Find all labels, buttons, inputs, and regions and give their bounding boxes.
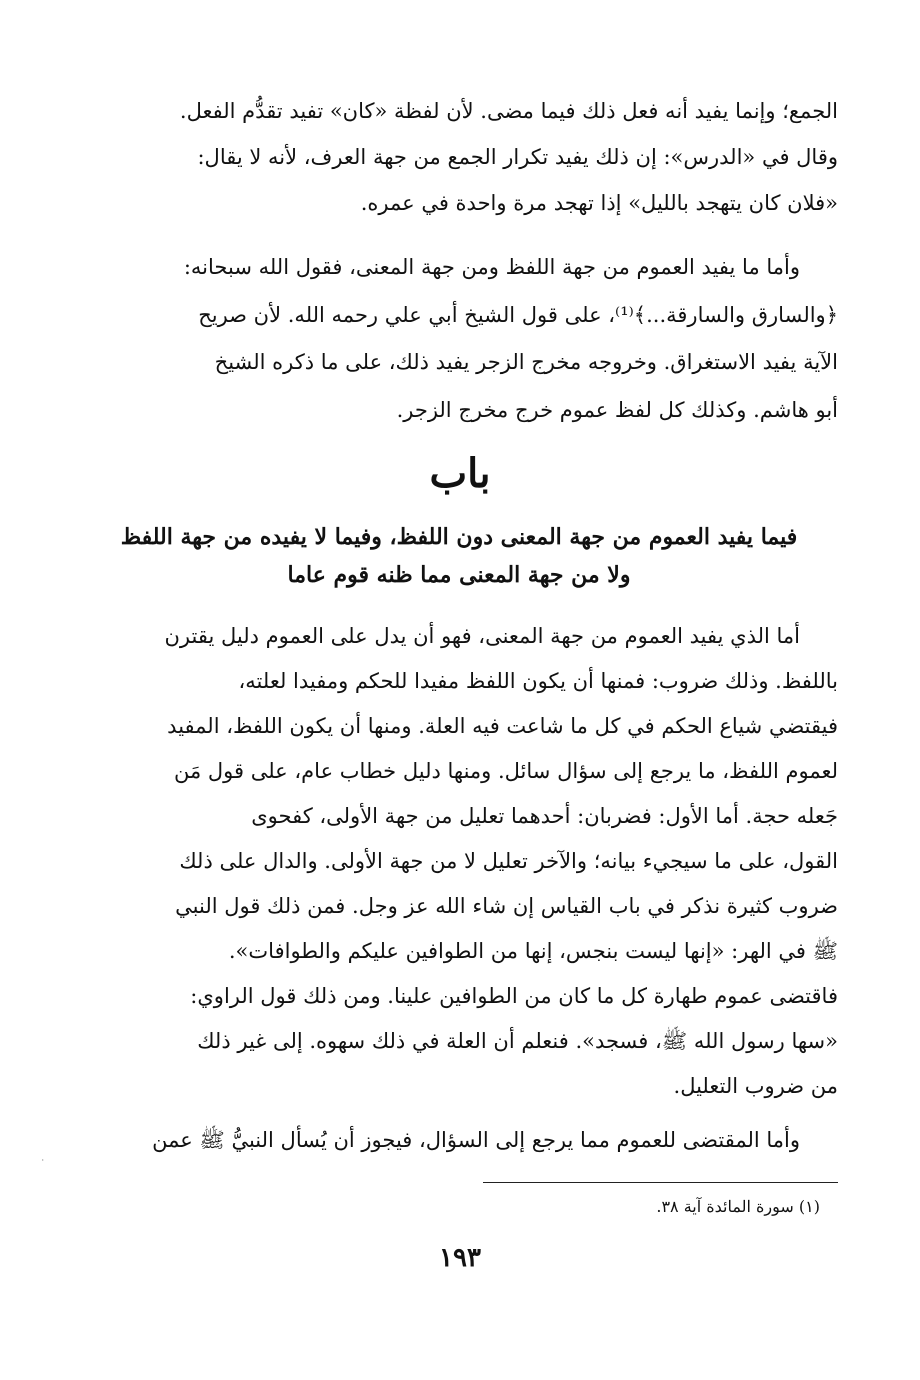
text-line: فيقتضي شياع الحكم في كل ما شاعت فيه العلة. ومنها أن يكون اللفظ، المفيد [167,714,838,738]
text-line: لعموم اللفظ، ما يرجع إلى سؤال سائل. ومنها دليل خطاب عام، على قول مَن [174,759,838,783]
text-line: من ضروب التعليل. [673,1074,838,1098]
text-line: ضروب كثيرة نذكر في باب القياس إن شاء الله عز وجل. فمن ذلك قول النبي [175,894,838,918]
paragraph-meaning [80,614,838,1109]
text-line: وقال في «الدرس»: إن ذلك يفيد تكرار الجمع من جهة العرف، لأنه لا يقال: [197,145,838,169]
text-line: وأما ما يفيد العموم من جهة اللفظ ومن جهة المعنى، فقول الله سبحانه: [183,255,800,279]
text-line: الجمع؛ وإنما يفيد أنه فعل ذلك فيما مضى. لأن لفظة «كان» تفيد تقدُّم الفعل. [179,99,838,123]
text-line: باللفظ. وذلك ضروب: فمنها أن يكون اللفظ مفيدا للحكم ومفيدا لعلته، [238,669,838,693]
paragraph-quran-example [80,244,838,434]
text-line: فاقتضى عموم طهارة كل ما كان من الطوافين علينا. ومن ذلك قول الراوي: [190,984,838,1008]
paragraph-question [80,1118,838,1163]
text-line: جَعله حجة. أما الأول: فضربان: أحدهما تعليل من جهة الأولى، كفحوى [251,804,838,828]
text-line: «سها رسول الله ﷺ، فسجد». فنعلم أن العلة في ذلك سهوه. إلى غير ذلك [197,1029,838,1053]
text-line: «فلان كان يتهجد بالليل» إذا تهجد مرة واحدة في عمره. [360,191,838,215]
scan-speck: · [41,1156,44,1165]
text-line: وأما المقتضى للعموم مما يرجع إلى السؤال، فيجوز أن يُسأل النبيُّ ﷺ عمن [152,1128,800,1152]
text-line: القول، على ما سيجيء بيانه؛ والآخر تعليل لا من جهة الأولى. والدال على ذلك [179,849,838,873]
text-line: أما الذي يفيد العموم من جهة المعنى، فهو أن يدل على العموم دليل يقترن [164,624,800,648]
chapter-title [80,518,838,594]
footnote-divider [483,1182,838,1183]
text-line: الآية يفيد الاستغراق. وخروجه مخرج الزجر يفيد ذلك، على ما ذكره الشيخ [214,350,838,375]
footnote: (١) سورة المائدة آية ٣٨. [656,1197,820,1216]
chapter-heading: باب [429,450,491,497]
text-line: ﷺ في الهر: «إنها ليست بنجس، إنها من الطوافين عليكم والطوافات». [228,939,838,963]
chapter-title-line: ولا من جهة المعنى مما ظنه قوم عاما [287,562,631,588]
text-line: ﴿والسارق والسارقة...﴾⁽¹⁾، على قول الشيخ أبي علي رحمه الله. لأن صريح [198,302,838,327]
page-number: ١٩٣ [439,1243,481,1273]
text-line: أبو هاشم. وكذلك كل لفظ عموم خرج مخرج الزجر. [396,397,838,422]
paragraph-continuation [80,88,838,226]
chapter-title-line: فيما يفيد العموم من جهة المعنى دون اللفظ، وفيما لا يفيده من جهة اللفظ [120,524,798,550]
